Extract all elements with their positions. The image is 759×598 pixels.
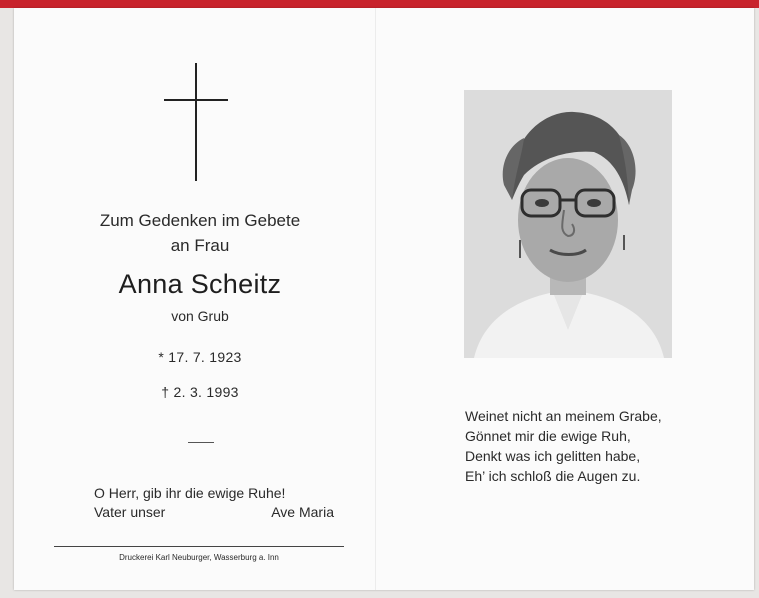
deceased-origin: von Grub (171, 308, 229, 324)
poem-line: Weinet nicht an meinem Grabe, (465, 408, 662, 424)
deceased-name: Anna Scheitz (118, 269, 282, 299)
memorial-salutation: an Frau (170, 236, 230, 255)
prayer-block (94, 484, 334, 522)
birth-date: * 17. 7. 1923 (158, 349, 242, 365)
poem-line: Eh’ ich schloß die Augen zu. (465, 468, 641, 484)
poem-line: Gönnet mir die ewige Ruh, (465, 428, 631, 444)
printer-credit: Druckerei Karl Neuburger, Wasserburg a. Inn (119, 553, 279, 562)
memorial-heading: Zum Gedenken im Gebete (99, 211, 301, 230)
prayer-ave-maria: Ave Maria (271, 504, 334, 520)
prayer-vater-unser: Vater unser (94, 504, 166, 520)
death-date: † 2. 3. 1993 (161, 384, 239, 400)
portrait-photo (464, 90, 672, 358)
card-top-edge (0, 0, 759, 8)
footer-rule (54, 546, 344, 547)
poem-line: Denkt was ich gelitten habe, (465, 448, 641, 464)
poem-block (465, 406, 662, 486)
cross-icon (164, 63, 230, 181)
prayer-line: O Herr, gib ihr die ewige Ruhe! (94, 485, 286, 501)
memorial-card (14, 8, 754, 590)
divider-line (188, 442, 214, 443)
